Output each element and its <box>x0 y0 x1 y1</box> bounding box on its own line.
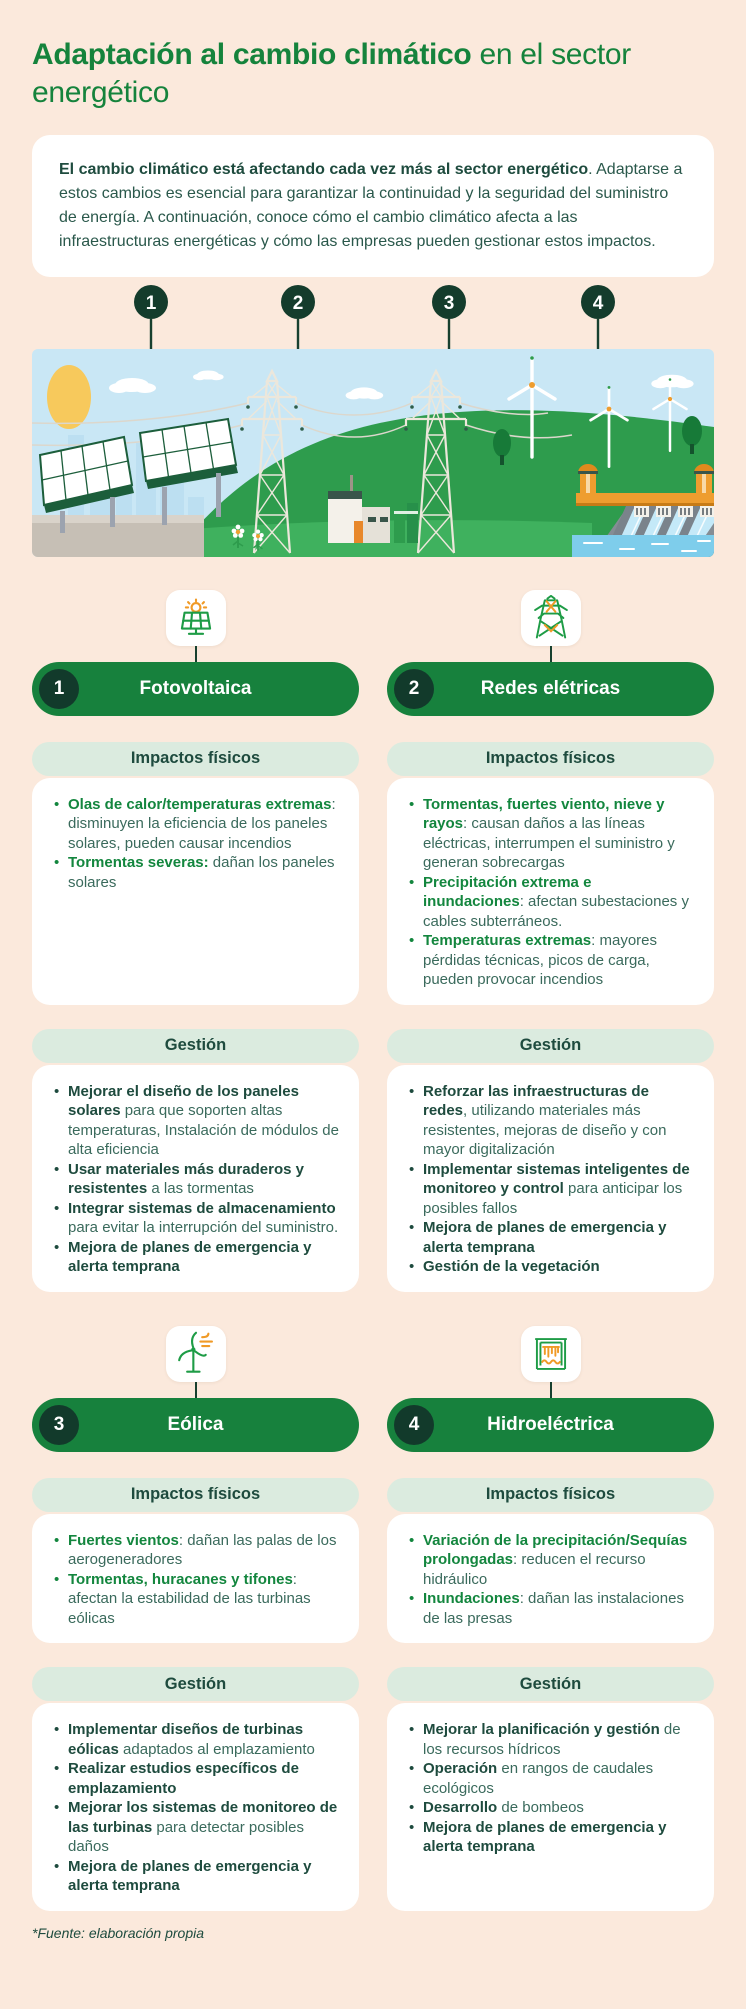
bullet-item: • Tormentas, fuertes viento, nieve y rayos: causan daños a las líneas eléctricas, interrumpen el suministro y generan sobrecargas <box>407 795 694 873</box>
bullet-item: • Implementar sistemas inteligentes de monitoreo y control para anticipar los posibles fallos <box>407 1160 694 1219</box>
page-title-bold: Adaptación al cambio climático <box>32 38 472 71</box>
page-title-rest2: energético <box>32 76 170 110</box>
intro-bold: El cambio climático está afectando cada vez más al sector energético <box>59 160 589 178</box>
bullet-item: • Tormentas, huracanes y tifones: afectan la estabilidad de las turbinas eólicas <box>52 1570 339 1629</box>
section-title: Eólica <box>167 1413 224 1435</box>
bullet-item: • Fuertes vientos: dañan las palas de los aerogeneradores <box>52 1531 339 1570</box>
impactos-block-hidroelectrica <box>387 1478 714 1644</box>
gestion-header: Gestión <box>32 1029 359 1063</box>
impactos-header: Impactos físicos <box>32 1478 359 1512</box>
sun <box>47 365 91 429</box>
impactos-card <box>387 778 714 1005</box>
connector-stem <box>550 1382 552 1398</box>
impactos-list <box>52 795 339 893</box>
scene-art <box>32 349 714 557</box>
section-pill-redes <box>387 662 714 716</box>
section-title: Redes elétricas <box>480 677 621 699</box>
sections-row-1 <box>32 590 714 1292</box>
bullet-item: • Mejorar los sistemas de monitoreo de las turbinas para detectar posibles daños <box>52 1798 339 1857</box>
marker-pins <box>134 285 615 319</box>
icon-card <box>521 1326 581 1382</box>
bullet-item: • Olas de calor/temperaturas extremas: disminuyen la eficiencia de los paneles solares, pueden causar incendios <box>52 795 339 854</box>
marker-1-label: 1 <box>145 292 157 314</box>
bullet-item: • Mejorar la planificación y gestión de los recursos hídricos <box>407 1720 694 1759</box>
bullet-item: • Gestión de la vegetación <box>407 1257 694 1277</box>
icon-card <box>521 590 581 646</box>
icon-card <box>166 1326 226 1382</box>
section-pill-eolica <box>32 1398 359 1452</box>
impactos-block-eolica <box>32 1478 359 1644</box>
field <box>192 520 592 557</box>
bullet-item: • Precipitación extrema e inundaciones: afectan subestaciones y cables subterráneos. <box>407 873 694 932</box>
bullet-item: • Usar materiales más duraderos y resistentes a las tormentas <box>52 1160 339 1199</box>
water <box>572 535 714 557</box>
bullet-item: • Desarrollo de bombeos <box>407 1798 694 1818</box>
section-header-hidroelectrica <box>387 1326 714 1452</box>
wind-turbine-icon <box>174 1331 218 1377</box>
impactos-header: Impactos físicos <box>387 742 714 776</box>
icon-card <box>166 590 226 646</box>
gestion-list <box>407 1720 694 1857</box>
gestion-list <box>52 1082 339 1277</box>
impactos-list <box>52 1531 339 1629</box>
impactos-card <box>387 1514 714 1644</box>
dam-tower <box>694 464 714 493</box>
section-header-redes <box>387 590 714 716</box>
marker-2-label: 2 <box>292 292 304 314</box>
bullet-item: • Reforzar las infraestructuras de redes, utilizando materiales más resistentes, mejoras de diseño y con mayor digitalización <box>407 1082 694 1160</box>
page-title-rest1: en el sector <box>471 38 631 71</box>
impactos-card <box>32 778 359 1005</box>
gestion-card <box>32 1065 359 1292</box>
marker-4-label: 4 <box>592 292 604 314</box>
connector-stem <box>195 646 197 662</box>
marker-3-label: 3 <box>443 292 455 314</box>
bullet-item: • Mejora de planes de emergencia y alerta temprana <box>407 1818 694 1857</box>
connector-stem <box>195 1382 197 1398</box>
bullet-item: • Mejorar el diseño de los paneles solares para que soporten altas temperaturas, Instalación de módulos de alta eficiencia <box>52 1082 339 1160</box>
section-number-badge: 4 <box>394 1405 434 1445</box>
bullet-item: • Tormentas severas: dañan los paneles solares <box>52 853 339 892</box>
bullet-item: • Implementar diseños de turbinas eólicas adaptados al emplazamiento <box>52 1720 339 1759</box>
impactos-list <box>407 795 694 990</box>
gestion-card <box>387 1065 714 1292</box>
bullet-item: • Temperaturas extremas: mayores pérdidas técnicas, picos de carga, pueden provocar incendios <box>407 931 694 990</box>
impactos-block-fotovoltaica <box>32 742 359 1005</box>
source-note: *Fuente: elaboración propia <box>32 1924 205 1941</box>
bullet-item: • Realizar estudios específicos de emplazamiento <box>52 1759 339 1798</box>
gestion-header: Gestión <box>387 1667 714 1701</box>
gestion-block-hidroelectrica <box>387 1667 714 1911</box>
gestion-card <box>387 1703 714 1911</box>
gestion-card <box>32 1703 359 1911</box>
gestion-list <box>52 1720 339 1896</box>
section-pill-fotovoltaica <box>32 662 359 716</box>
transmission-tower-icon <box>529 595 573 641</box>
section-number-badge: 1 <box>39 669 79 709</box>
section-title: Hidroeléctrica <box>487 1413 614 1435</box>
impactos-card <box>32 1514 359 1644</box>
impactos-header: Impactos físicos <box>387 1478 714 1512</box>
dam-icon <box>529 1332 573 1376</box>
bullet-item: • Inundaciones: dañan las instalaciones de las presas <box>407 1589 694 1628</box>
gestion-header: Gestión <box>32 1667 359 1701</box>
bullet-item: • Mejora de planes de emergencia y alerta temprana <box>52 1238 339 1277</box>
scene-illustration <box>32 285 714 564</box>
section-number-badge: 3 <box>39 1405 79 1445</box>
bullet-item: • Variación de la precipitación/Sequías prolongadas: reducen el recurso hidráulico <box>407 1531 694 1590</box>
energy-scene-graphic <box>32 285 714 559</box>
bullet-item: • Mejora de planes de emergencia y alerta temprana <box>52 1857 339 1896</box>
gestion-list <box>407 1082 694 1277</box>
impactos-header: Impactos físicos <box>32 742 359 776</box>
bullet-item: • Mejora de planes de emergencia y alerta temprana <box>407 1218 694 1257</box>
section-pill-hidroelectrica <box>387 1398 714 1452</box>
section-title: Fotovoltaica <box>139 677 252 699</box>
gestion-block-fotovoltaica <box>32 1029 359 1292</box>
section-header-eolica <box>32 1326 359 1452</box>
connector-stem <box>550 646 552 662</box>
bullet-item: • Integrar sistemas de almacenamiento para evitar la interrupción del suministro. <box>52 1199 339 1238</box>
section-header-fotovoltaica <box>32 590 359 716</box>
solar-panel-icon <box>174 596 218 640</box>
intro-card <box>32 135 714 277</box>
dam-tower <box>578 464 598 493</box>
gestion-block-redes <box>387 1029 714 1292</box>
impactos-list <box>407 1531 694 1629</box>
gestion-block-eolica <box>32 1667 359 1911</box>
page-title <box>32 36 714 113</box>
sections-row-2 <box>32 1326 714 1911</box>
intro-rest: . Adaptarse a estos cambios es esencial para garantizar la continuidad y la seguridad del suministro de energía. A continuación, conoce cómo el cambio climático afecta a las infraestructuras energéticas y cómo las empresas pueden gestionar estos impactos. <box>59 160 683 250</box>
bullet-item: • Operación en rangos de caudales ecológicos <box>407 1759 694 1798</box>
impactos-block-redes <box>387 742 714 1005</box>
gestion-header: Gestión <box>387 1029 714 1063</box>
section-number-badge: 2 <box>394 669 434 709</box>
